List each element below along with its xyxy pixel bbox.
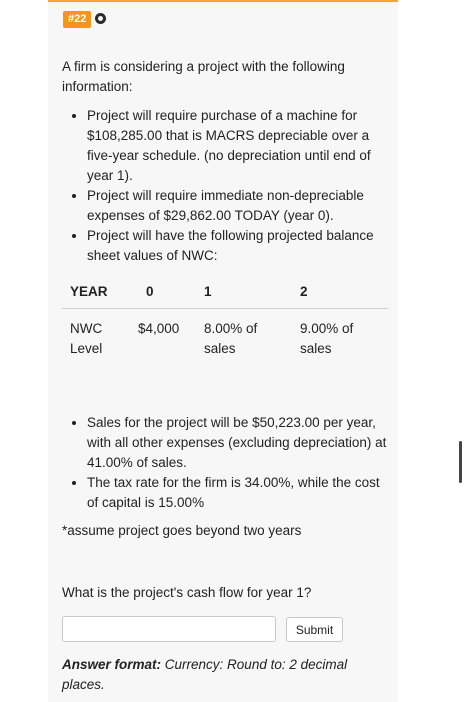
answer-format-label: Answer format: [62, 657, 162, 672]
list-item: • Project will require immediate non-depreciable expenses of $29,862.00 TODAY (year 0). [87, 186, 392, 226]
question-intro: A firm is considering a project with the following information: [62, 59, 345, 94]
list-item: • The tax rate for the firm is 34.00%, while the cost of capital is 15.00% [87, 473, 392, 513]
table-cell: NWC Level [70, 321, 103, 356]
nwc-table [62, 278, 388, 359]
answer-format-text: Currency: Round to: 2 decimal places. [62, 657, 348, 692]
assumptions-list [62, 413, 392, 513]
table-header: 2 [292, 278, 388, 309]
table-header: 0 [138, 278, 196, 309]
answer-input[interactable] [62, 616, 276, 642]
assumption-note: *assume project goes beyond two years [62, 523, 302, 538]
list-item: • Sales for the project will be $50,223.00 per year, with all other expenses (excluding depreciation) at 41.00% of sales. [87, 413, 392, 473]
scrollbar[interactable] [459, 441, 462, 483]
question-prompt: What is the project's cash flow for year 1? [62, 585, 312, 600]
list-item: • Project will have the following projected balance sheet values of NWC: [87, 226, 392, 266]
question-number-badge: #22 [63, 11, 91, 28]
table-header-row [62, 278, 388, 309]
list-item: • Project will require purchase of a machine for $108,285.00 that is MACRS depreciable over a five-year schedule. (no depreciation until end of year 1). [87, 106, 392, 186]
table-header: 1 [196, 278, 292, 309]
table-cell: 8.00% of sales [204, 321, 258, 356]
table-row [62, 309, 388, 360]
info-circle-icon[interactable] [95, 13, 106, 24]
requirements-list [62, 106, 392, 266]
table-cell: 9.00% of sales [300, 321, 354, 356]
answer-format-note [62, 655, 382, 695]
table-header: YEAR [62, 278, 138, 309]
table-cell: $4,000 [138, 321, 180, 336]
submit-button[interactable]: Submit [286, 617, 343, 642]
